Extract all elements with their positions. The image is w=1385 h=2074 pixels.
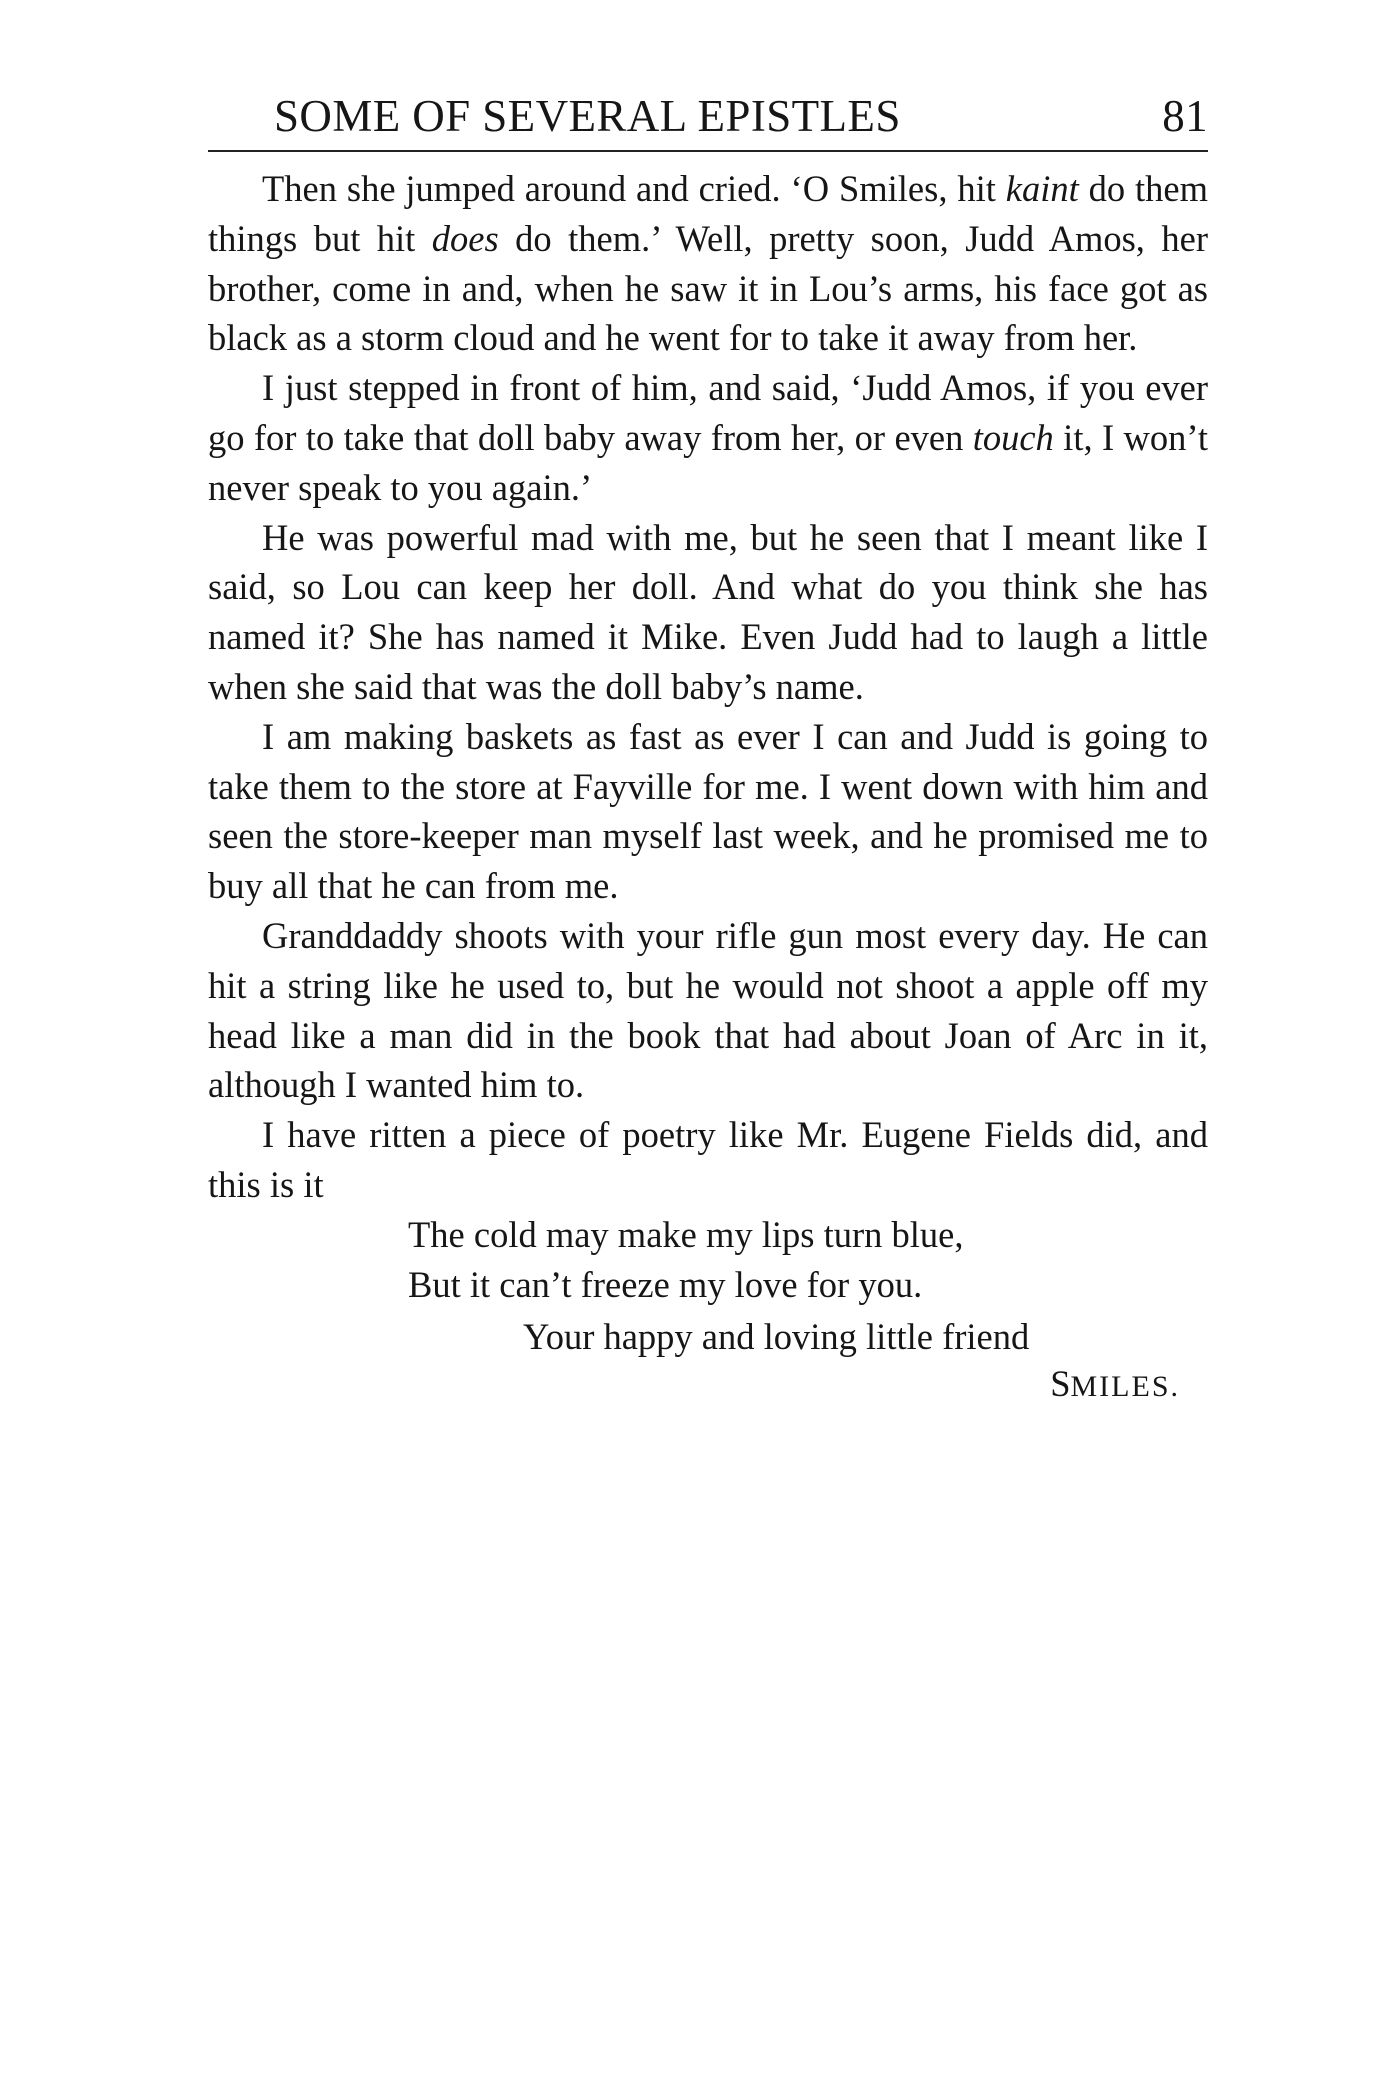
paragraph-1-emphasis-does: does — [431, 217, 499, 259]
signature-initial: S — [1050, 1362, 1071, 1404]
paragraph-1-text: Then she jumped around and cried. ‘O Smiles, hit — [262, 168, 1006, 209]
paragraph-3: He was powerful mad with me, but he seen that I meant like I said, so Lou can keep her doll. And what do you think she has named it? She has named it Mike. Even Judd had to laugh a little when she said that was the doll baby’s name. — [208, 516, 1208, 707]
page-number: 81 — [1162, 91, 1208, 141]
signature-rest: MILES. — [1070, 1369, 1180, 1403]
paragraph-2-text: it, I won’t never speak to you again.’ — [208, 416, 1208, 508]
paragraph-1-emphasis-kaint: kaint — [1005, 168, 1079, 209]
paragraph-2-emphasis-touch: touch — [972, 416, 1054, 458]
poem-line-1: The cold may make my lips turn blue, — [408, 1213, 964, 1255]
signature — [208, 1362, 1208, 1409]
paragraph-1-text: do them.’ Well, pretty soon, Judd Amos, her brother, come in and, when he saw it in Lou’s arms, his face got as black as a storm cloud and he went for to take it away from her. — [208, 217, 1208, 359]
paragraph-2-text: I just stepped in front of him, and said, ‘Judd Amos, if you ever go for to take that doll baby away from her, or even — [208, 367, 1208, 458]
running-header — [206, 84, 1208, 148]
running-title: SOME OF SEVERAL EPISTLES — [274, 91, 901, 141]
header-rule — [208, 150, 1208, 152]
paragraph-1 — [208, 164, 1208, 363]
paragraph-1-text: do them things but hit — [208, 168, 1208, 259]
paragraph-5: Granddaddy shoots with your rifle gun most every day. He can hit a string like he used to, but he would not shoot a apple off my head like a man did in the book that had about Joan of Arc in it, although I wanted him to. — [208, 914, 1208, 1106]
poem-line-2: But it can’t freeze my love for you. — [408, 1263, 923, 1305]
valediction: Your happy and loving little friend — [523, 1315, 1030, 1357]
letter-body — [208, 164, 1208, 1409]
paragraph-4: I am making baskets as fast as ever I can and Judd is going to take them to the store at Fayville for me. I went down with him and seen the store-keeper man myself last week, and he promised me to buy all that he can from me. — [208, 715, 1208, 907]
paragraph-6: I have ritten a piece of poetry like Mr. Eugene Fields did, and this is it — [208, 1114, 1208, 1205]
paragraph-2 — [208, 363, 1208, 512]
